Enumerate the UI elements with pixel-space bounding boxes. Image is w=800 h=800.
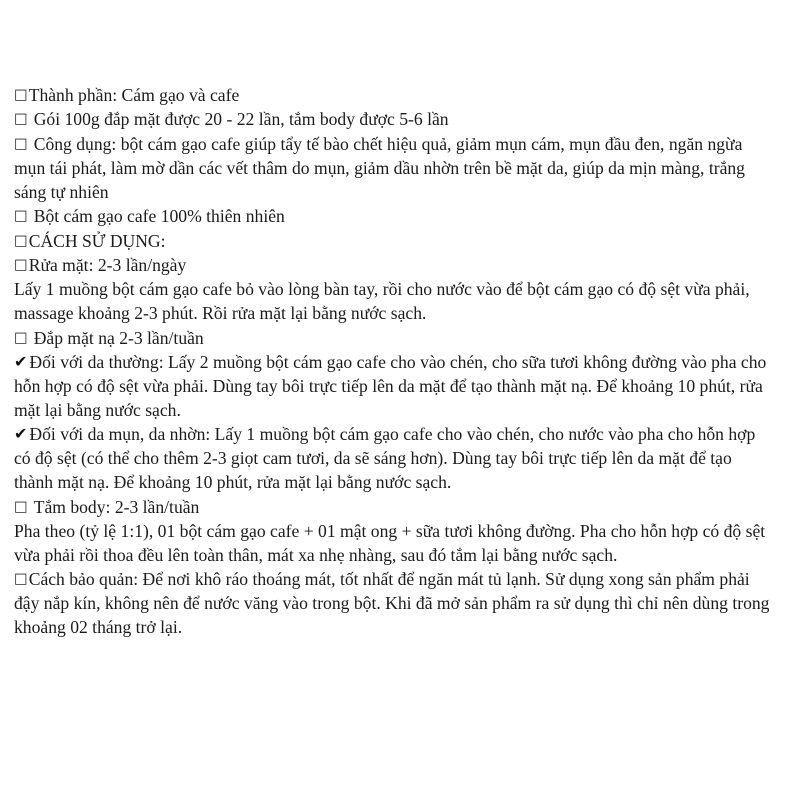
empty-checkbox-icon: □	[14, 111, 28, 128]
paragraph-body-bath-detail	[14, 520, 770, 568]
paragraph-text: Gói 100g đắp mặt được 20 - 22 lần, tắm body được 5-6 lần	[33, 109, 449, 130]
paragraph-text: Rửa mặt: 2-3 lần/ngày	[28, 254, 187, 275]
empty-checkbox-icon: □	[14, 135, 28, 152]
paragraph-text: Pha theo (tỷ lệ 1:1), 01 bột cám gạo cafe + 01 mật ong + sữa tươi không đường. Pha cho hỗn hợp có độ sệt vừa phải rồi thoa đều lên toàn thân, mát xa nhẹ nhàng, sau đó tắm lại bằng nước sạch.	[14, 521, 766, 566]
check-mark-icon: ✔	[14, 352, 28, 372]
paragraph-text: Công dụng: bột cám gạo cafe giúp tẩy tế bào chết hiệu quả, giảm mụn cám, mụn đầu đen, ngăn ngừa mụn tái phát, làm mờ dần các vết thâm do mụn, giảm dầu nhờn trên bề mặt da, giúp da mịn màng, trắng sáng tự nhiên	[14, 133, 745, 202]
paragraph-text: Lấy 1 muồng bột cám gạo cafe bỏ vào lòng bàn tay, rồi cho nước vào để bột cám gạo có độ sệt vừa phải, massage khoảng 2-3 phút. Rồi rửa mặt lại bằng nước sạch.	[14, 279, 750, 324]
paragraph-text: Đối với da mụn, da nhờn: Lấy 1 muồng bột cám gạo cafe cho vào chén, cho nước vào pha cho hỗn hợp có độ sệt (có thể cho thêm 2-3 giọt cam tươi, da sẽ sáng hơn). Dùng tay bôi trực tiếp lên da mặt để tạo thành mặt nạ. Để khoảng 10 phút, rửa mặt lại bằng nước sạch.	[14, 424, 756, 493]
empty-checkbox-icon: □	[14, 571, 28, 588]
empty-checkbox-icon: □	[14, 232, 28, 249]
paragraph-usage-heading	[14, 230, 770, 254]
paragraph-acne-skin	[14, 423, 770, 495]
empty-checkbox-icon: □	[14, 329, 28, 346]
empty-checkbox-icon: □	[14, 87, 28, 103]
paragraph-text: Cách bảo quản: Để nơi khô ráo thoáng mát, tốt nhất để ngăn mát tủ lạnh. Sử dụng xong sản phẩm phải đậy nắp kín, không nên để nước văng vào trong bột. Khi đã mở sản phẩm ra sử dụng thì chỉ nên dùng trong khoảng 02 tháng trở lại.	[14, 569, 770, 638]
paragraph-mask	[14, 327, 770, 351]
paragraph-body-bath	[14, 496, 770, 520]
paragraph-package-usage	[14, 108, 770, 132]
paragraph-text: Tắm body: 2-3 lần/tuần	[33, 496, 200, 517]
document-body	[14, 84, 770, 640]
paragraph-text: Đắp mặt nạ 2-3 lần/tuần	[33, 327, 204, 348]
paragraph-wash-face	[14, 254, 770, 278]
paragraph-text: Bột cám gạo cafe 100% thiên nhiên	[33, 206, 285, 227]
paragraph-ingredients	[14, 84, 770, 108]
paragraph-benefits	[14, 133, 770, 205]
paragraph-text: CÁCH SỬ DỤNG:	[28, 230, 166, 251]
check-mark-icon: ✔	[14, 424, 28, 444]
empty-checkbox-icon: □	[14, 208, 28, 225]
paragraph-wash-face-detail	[14, 278, 770, 326]
paragraph-text: Đối với da thường: Lấy 2 muồng bột cám gạo cafe cho vào chén, cho sữa tươi không đường vào pha cho hỗn hợp có độ sệt vừa phải. Dùng tay bôi trực tiếp lên da mặt để tạo thành mặt nạ. Để khoảng 10 phút, rửa mặt lại bằng nước sạch.	[14, 352, 767, 420]
paragraph-storage	[14, 568, 770, 640]
empty-checkbox-icon: □	[14, 256, 28, 273]
paragraph-natural	[14, 205, 770, 229]
paragraph-text: Thành phần: Cám gạo và cafe	[28, 85, 240, 105]
paragraph-normal-skin	[14, 351, 770, 423]
empty-checkbox-icon: □	[14, 498, 28, 515]
